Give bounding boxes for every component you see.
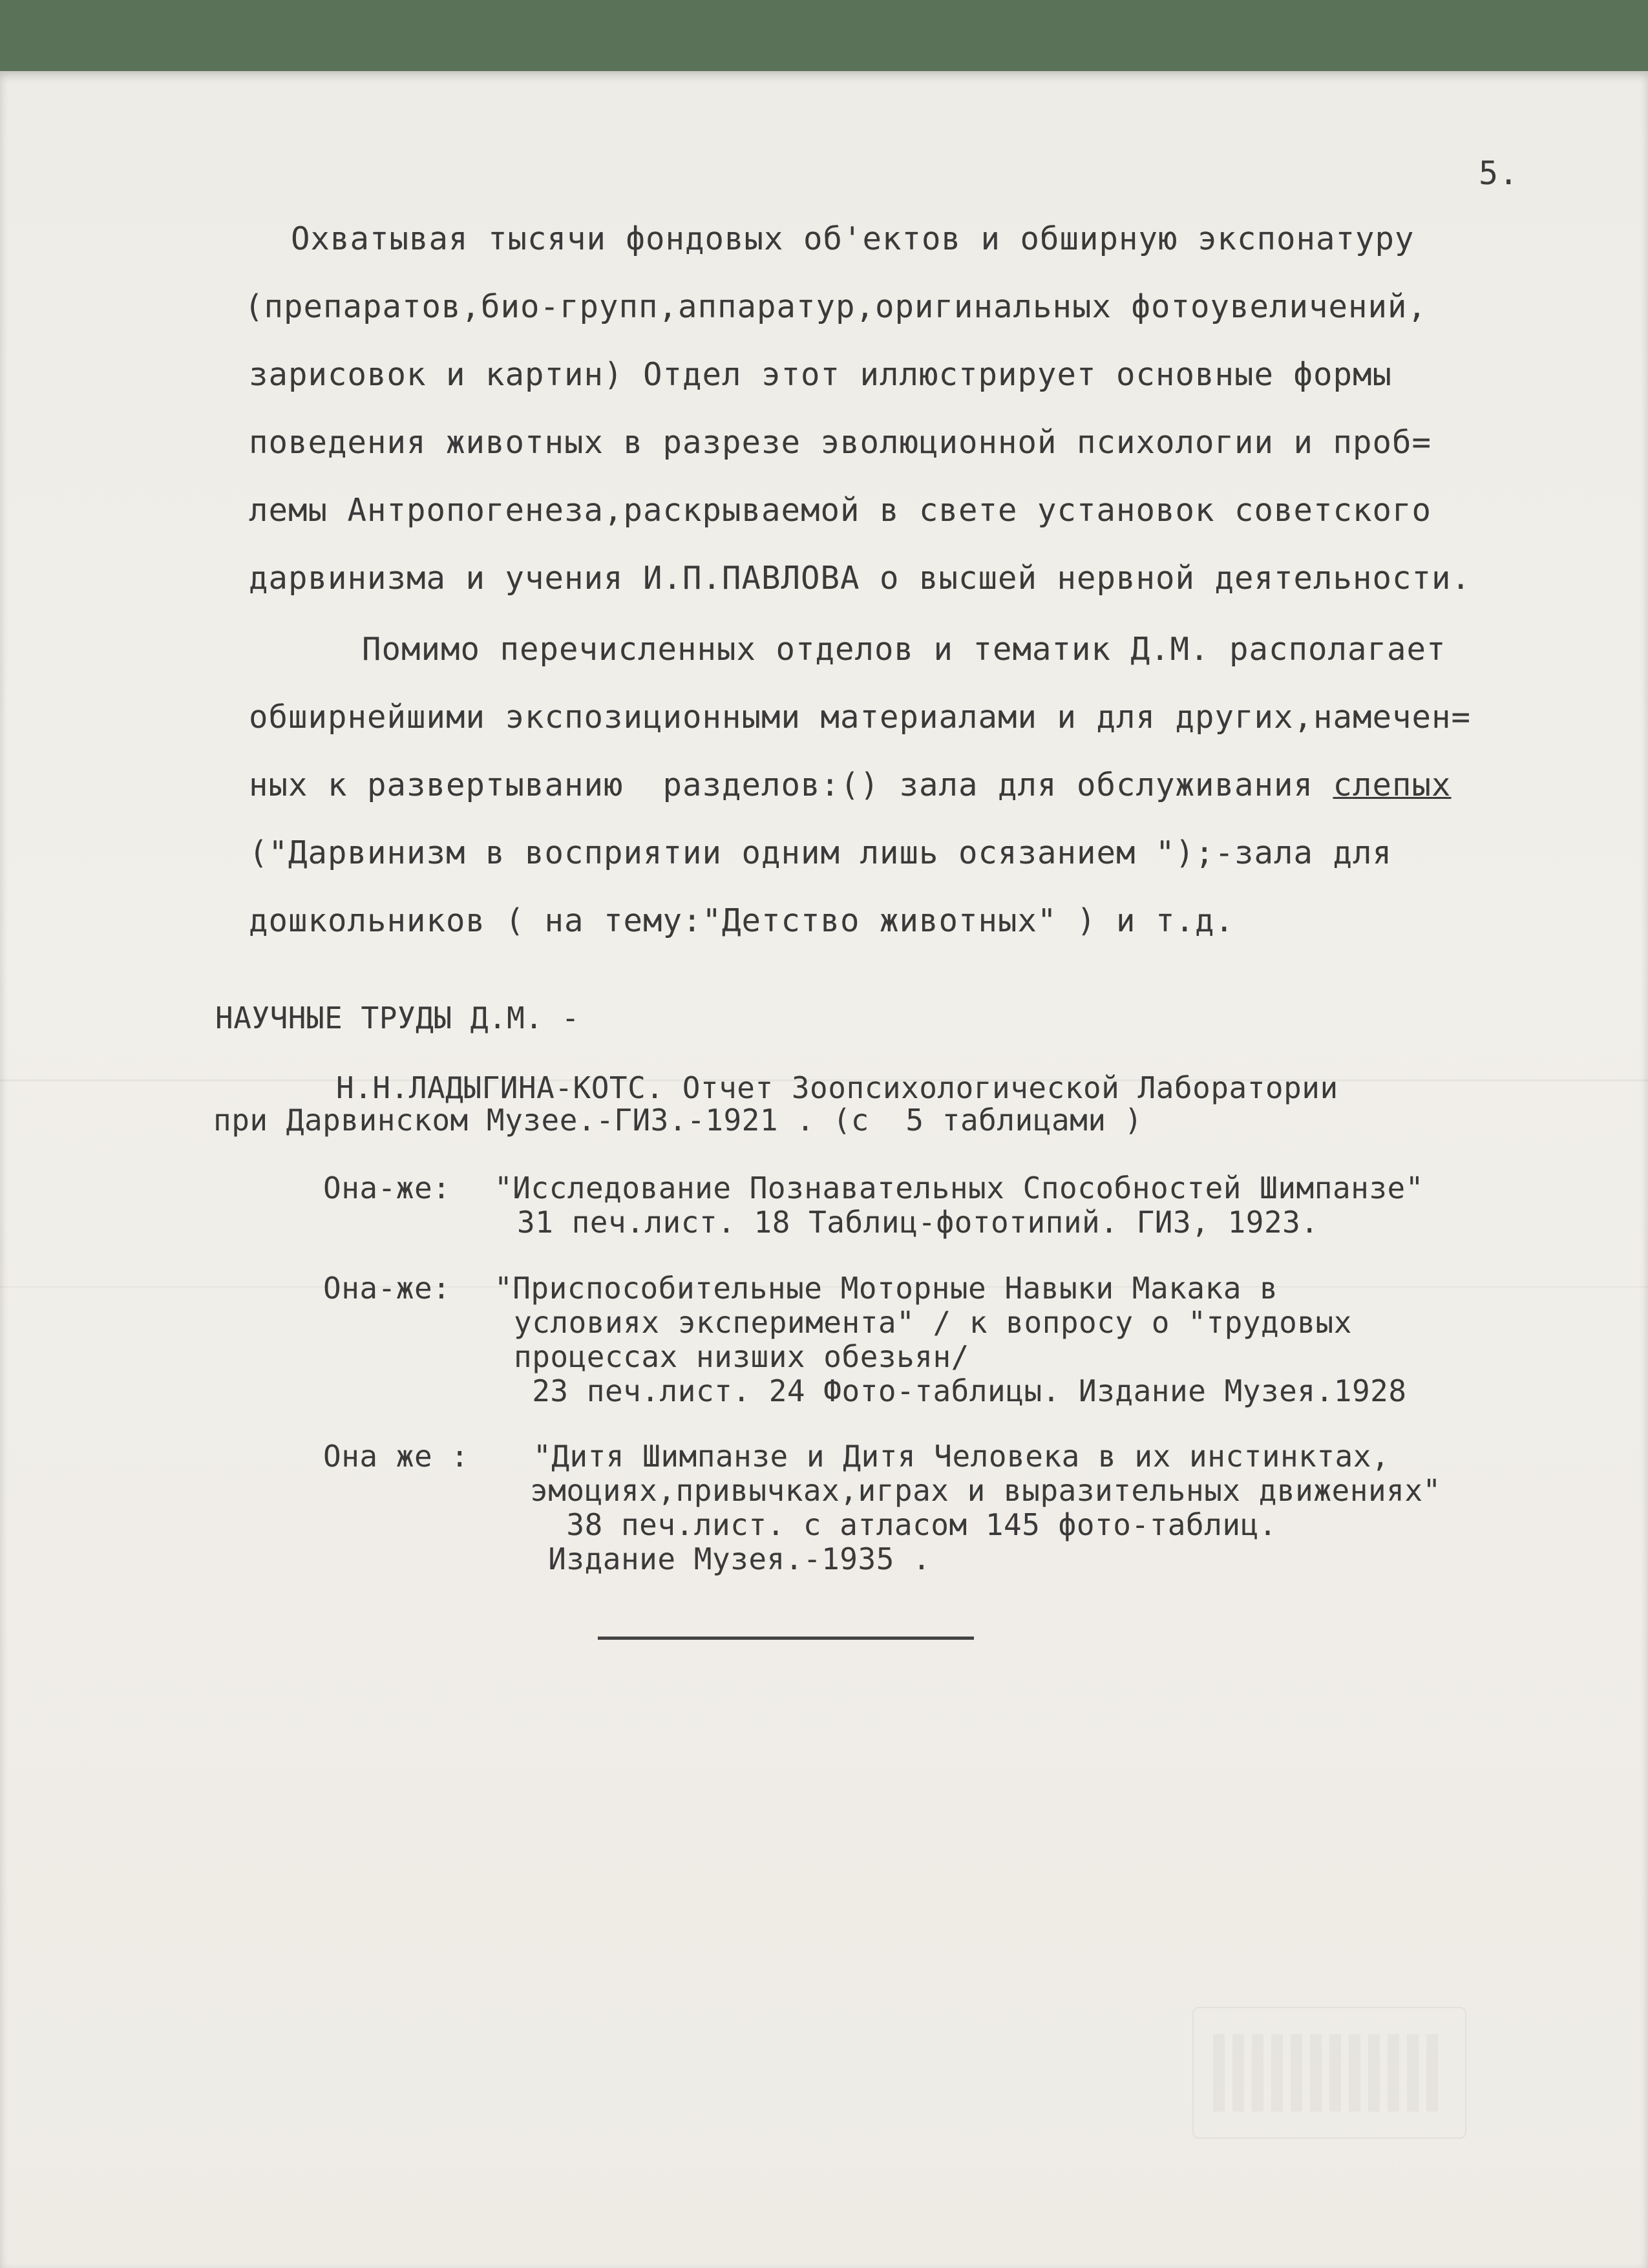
work-line: процессах низших обезьян/	[514, 1339, 969, 1374]
paragraph-1-line: дарвинизма и учения И.П.ПАВЛОВА о высшей нервной деятельности.	[249, 560, 1472, 597]
closing-rule	[598, 1637, 974, 1640]
stamp-marks	[1213, 2034, 1446, 2112]
paragraph-1-line: зарисовок и картин) Отдел этот иллюстрирует основные формы	[249, 356, 1393, 393]
paragraph-1-line: лемы Антропогенеза,раскрываемой в свете установок советского	[249, 492, 1432, 529]
work-line: "Дитя Шимпанзе и Дитя Человека в их инстинктах,	[533, 1439, 1390, 1474]
page-number: 5.	[1479, 154, 1519, 192]
works-heading: НАУЧНЫЕ ТРУДЫ Д.М. -	[215, 1001, 580, 1035]
faded-stamp	[1192, 2007, 1466, 2139]
paragraph-1-line: (препаратов,био-групп,аппаратур,оригинальных фотоувеличений,	[244, 288, 1428, 325]
paragraph-2-line: Помимо перечисленных отделов и тематик Д.М. располагает	[362, 631, 1446, 668]
work-line: Н.Н.ЛАДЫГИНА-КОТС. Отчет Зоопсихологической Лаборатории	[336, 1070, 1338, 1105]
work-line: 38 печ.лист. с атласом 145 фото-таблиц.	[530, 1507, 1277, 1542]
paragraph-2-line: дошкольников ( на тему:"Детство животных" ) и т.д.	[249, 902, 1235, 939]
work-lead: Она же :	[323, 1439, 469, 1474]
work-line: эмоциях,привычках,играх и выразительных движениях"	[530, 1473, 1441, 1508]
work-lead: Она-же:	[323, 1171, 451, 1205]
paper-sheet	[0, 71, 1648, 2268]
work-line: при Дарвинском Музее.-ГИЗ.-1921 . (с 5 таблицами )	[213, 1103, 1143, 1138]
work-line: "Исследование Познавательных Способностей Шимпанзе"	[494, 1171, 1424, 1205]
work-line: 23 печ.лист. 24 Фото-таблицы. Издание Музея.1928	[514, 1373, 1407, 1408]
underlined-word: слепых	[1333, 767, 1452, 803]
paragraph-1-line: поведения животных в разрезе эволюционной психологии и проб=	[249, 424, 1432, 461]
paragraph-2-line: обширнейшими экспозиционными материалами и для других,намечен=	[249, 699, 1472, 736]
paragraph-2-line: ("Дарвинизм в восприятии одним лишь осязанием ");-зала для	[249, 834, 1393, 871]
work-line: "Приспособительные Моторные Навыки Макака в	[494, 1271, 1278, 1306]
work-line: Издание Музея.-1935 .	[530, 1542, 931, 1576]
paragraph-1-line: Охватывая тысячи фондовых об'ектов и обширную экспонатуру	[291, 220, 1415, 257]
work-line: условиях эксперимента" / к вопросу о "трудовых	[514, 1305, 1352, 1340]
work-lead: Она-же:	[323, 1271, 451, 1306]
paragraph-2-line	[249, 769, 1452, 801]
work-line: 31 печ.лист. 18 Таблиц-фототипий. ГИЗ, 1923.	[517, 1205, 1319, 1240]
paragraph-2-text: ных к развертыванию разделов:() зала для обслуживания	[249, 767, 1333, 803]
